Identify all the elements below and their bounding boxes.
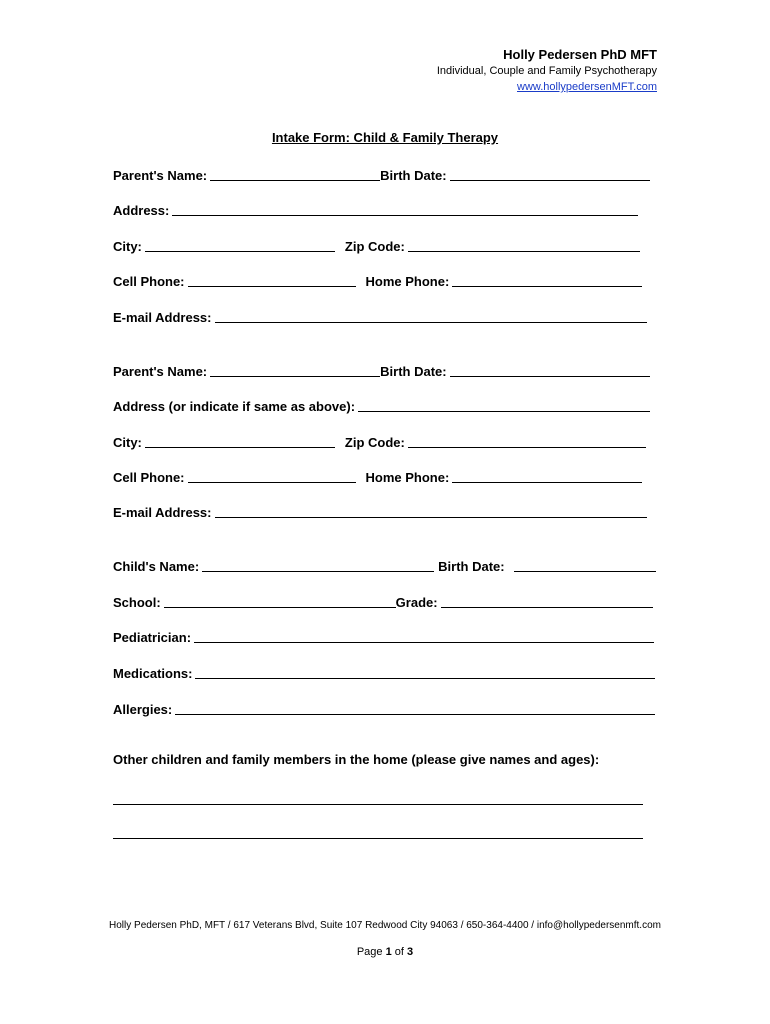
parent2-email-label: E-mail Address: — [113, 505, 212, 520]
grade-field[interactable] — [441, 594, 653, 608]
parent2-city-field[interactable] — [145, 434, 335, 448]
page-number — [0, 946, 770, 958]
parent2-home-field[interactable] — [452, 469, 642, 483]
footer-contact: Holly Pedersen PhD, MFT / 617 Veterans Blvd, Suite 107 Redwood City 94063 / 650-364-4400 / info@hollypedersenmft.com — [109, 920, 661, 931]
parent2-city-label: City: — [113, 435, 142, 450]
parent2-birth-field[interactable] — [450, 363, 650, 377]
pediatrician-label: Pediatrician: — [113, 630, 192, 645]
parent2-home-label: Home Phone: — [365, 470, 450, 485]
child-birth-field[interactable] — [514, 558, 656, 572]
parent2-name-label: Parent's Name: — [113, 364, 208, 379]
allergies-row — [113, 699, 655, 717]
school-label: School: — [113, 595, 161, 610]
website-link[interactable]: www.hollypedersenMFT.com — [517, 81, 657, 93]
parent1-zip-field[interactable] — [408, 238, 640, 252]
allergies-label: Allergies: — [113, 702, 173, 717]
grade-label: Grade: — [395, 595, 438, 610]
parent1-cell-field[interactable] — [188, 273, 356, 287]
parent1-name-row — [113, 165, 650, 183]
page-current: 1 — [385, 946, 392, 958]
pediatrician-field[interactable] — [194, 629, 654, 643]
other-members-line-2[interactable] — [113, 837, 643, 839]
parent2-zip-label: Zip Code: — [344, 435, 405, 450]
parent1-name-label: Parent's Name: — [113, 168, 208, 183]
parent1-city-label: City: — [113, 239, 142, 254]
other-members-line-1[interactable] — [113, 803, 643, 805]
parent2-zip-field[interactable] — [408, 434, 646, 448]
parent2-name-field[interactable] — [210, 363, 380, 377]
medications-label: Medications: — [113, 666, 193, 681]
parent2-phone-row — [113, 467, 642, 485]
parent2-email-row — [113, 502, 647, 520]
medications-field[interactable] — [195, 665, 655, 679]
parent1-city-field[interactable] — [145, 238, 335, 252]
parent2-address-label: Address (or indicate if same as above): — [113, 399, 356, 414]
parent1-email-label: E-mail Address: — [113, 310, 212, 325]
parent1-birth-label: Birth Date: — [380, 168, 447, 183]
practice-subtitle: Individual, Couple and Family Psychotherapy — [436, 65, 657, 77]
parent1-address-field[interactable] — [172, 202, 638, 216]
parent1-name-field[interactable] — [210, 167, 380, 181]
allergies-field[interactable] — [175, 701, 655, 715]
parent1-home-label: Home Phone: — [365, 274, 450, 289]
letterhead — [437, 46, 657, 95]
parent2-name-row — [113, 361, 650, 379]
parent1-birth-field[interactable] — [450, 167, 650, 181]
other-members-question: Other children and family members in the home (please give names and ages): — [113, 752, 600, 767]
parent1-phone-row — [113, 271, 642, 289]
medications-row — [113, 663, 655, 681]
parent1-email-row — [113, 307, 647, 325]
parent2-address-field[interactable] — [358, 398, 650, 412]
parent2-birth-label: Birth Date: — [380, 364, 447, 379]
practitioner-name: Holly Pedersen PhD MFT — [503, 47, 657, 62]
school-row — [113, 592, 653, 610]
parent2-email-field[interactable] — [215, 504, 647, 518]
parent1-home-field[interactable] — [452, 273, 642, 287]
parent1-email-field[interactable] — [215, 309, 647, 323]
page-of: of — [391, 946, 408, 958]
parent1-zip-label: Zip Code: — [344, 239, 405, 254]
form-title: Intake Form: Child & Family Therapy — [271, 130, 499, 145]
parent1-address-label: Address: — [113, 203, 170, 218]
parent1-cell-label: Cell Phone: — [113, 274, 185, 289]
parent1-address-row — [113, 200, 638, 218]
child-name-row — [113, 556, 656, 574]
parent2-address-row — [113, 396, 650, 414]
parent2-cell-field[interactable] — [188, 469, 356, 483]
child-name-label: Child's Name: — [113, 559, 200, 574]
child-name-field[interactable] — [202, 558, 434, 572]
page-total: 3 — [407, 946, 414, 958]
page-prefix: Page — [356, 946, 386, 958]
school-field[interactable] — [164, 594, 396, 608]
child-birth-label: Birth Date: — [438, 559, 505, 574]
parent2-city-row — [113, 432, 646, 450]
parent1-city-row — [113, 236, 640, 254]
parent2-cell-label: Cell Phone: — [113, 470, 185, 485]
pediatrician-row — [113, 627, 654, 645]
